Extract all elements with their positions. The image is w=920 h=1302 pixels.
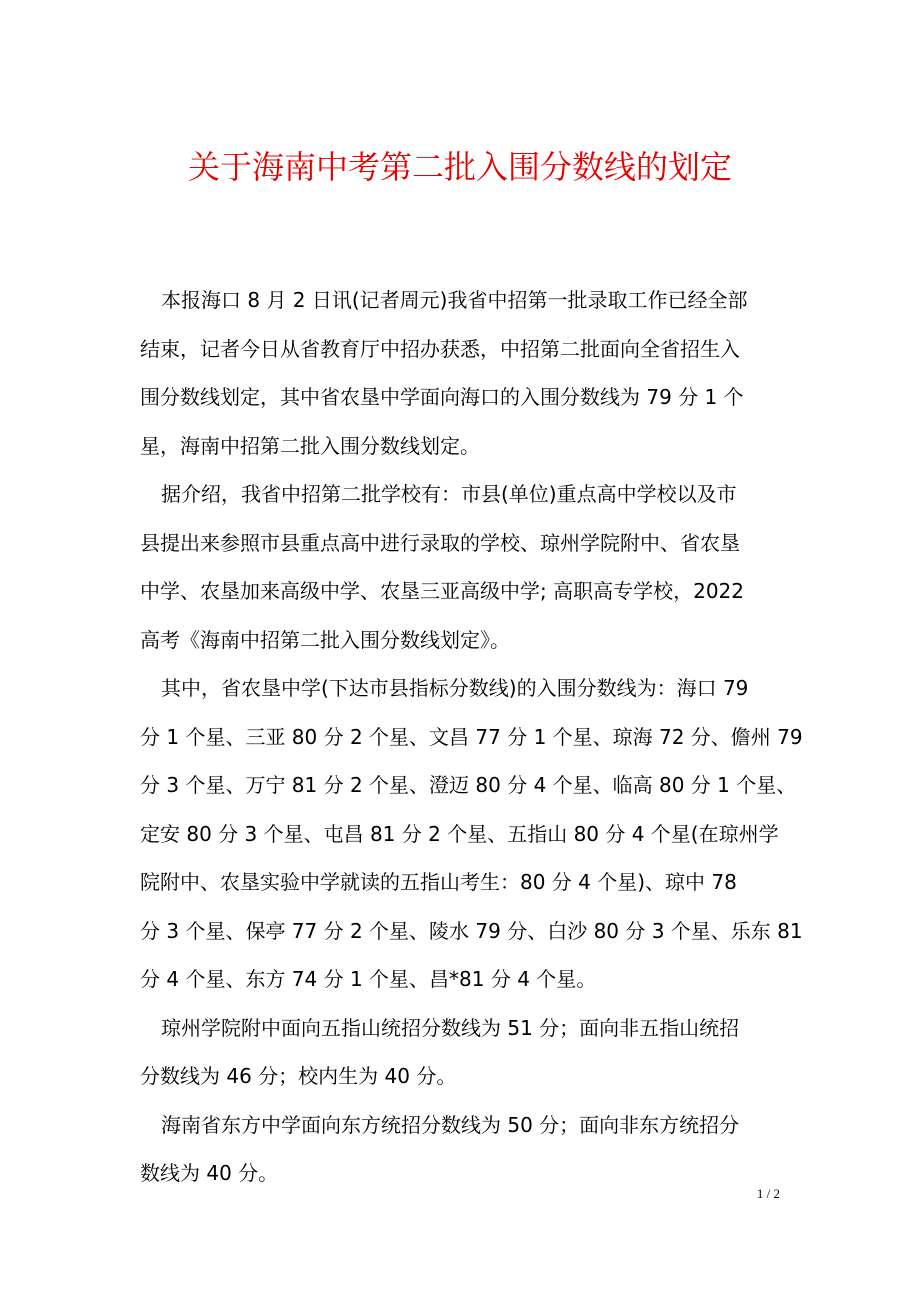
text-line: 围分数线划定，其中省农垦中学面向海口的入围分数线为 79 分 1 个 [140, 385, 744, 409]
text-line: 院附中、农垦实验中学就读的五指山考生：80 分 4 个星)、琼中 78 [140, 870, 737, 894]
text-line: 定安 80 分 3 个星、屯昌 81 分 2 个星、五指山 80 分 4 个星(在琼州学 [140, 821, 779, 846]
text-line: 分 3 个星、万宁 81 分 2 个星、澄迈 80 分 4 个星、临高 80 分 1 个星、 [140, 773, 797, 797]
text-line: 县提出来参照市县重点高中进行录取的学校、琼州学院附中、省农垦 [140, 530, 740, 555]
text-line: 星，海南中招第二批入围分数线划定。 [140, 433, 480, 458]
document-body [140, 276, 803, 1198]
text-line: 其中，省农垦中学(下达市县指标分数线)的入围分数线为：海口 79 [161, 676, 749, 700]
text-line: 结束，记者今日从省教育厅中招办获悉，中招第二批面向全省招生入 [140, 336, 740, 361]
paragraph [140, 470, 795, 664]
page-title: 关于海南中考第二批入围分数线的划定 [187, 148, 732, 186]
text-line: 据介绍，我省中招第二批学校有：市县(单位)重点高中学校以及市 [161, 482, 737, 506]
text-line: 分数线为 46 分；校内生为 40 分。 [140, 1064, 457, 1088]
text-line: 分 1 个星、三亚 80 分 2 个星、文昌 77 分 1 个星、琼海 72 分、儋州 79 [140, 724, 803, 749]
paragraph [140, 1004, 795, 1101]
text-line: 高考《海南中招第二批入围分数线划定》。 [140, 627, 510, 652]
paragraph [140, 1101, 795, 1198]
text-line: 中学、农垦加来高级中学、农垦三亚高级中学; 高职高专学校，2022 [140, 579, 744, 603]
text-line: 分 3 个星、保亭 77 分 2 个星、陵水 79 分、白沙 80 分 3 个星、乐东 81 [140, 918, 803, 943]
page-number: 1 / 2 [756, 1186, 780, 1201]
text-line: 海南省东方中学面向东方统招分数线为 50 分；面向非东方统招分 [161, 1112, 740, 1137]
text-line: 本报海口 8 月 2 日讯(记者周元)我省中招第一批录取工作已经全部 [161, 288, 748, 312]
text-line: 琼州学院附中面向五指山统招分数线为 51 分；面向非五指山统招 [161, 1015, 740, 1040]
paragraph [140, 276, 795, 470]
text-line: 分 4 个星、东方 74 分 1 个星、昌*81 分 4 个星。 [140, 967, 597, 991]
paragraph [140, 664, 803, 1004]
text-line: 数线为 40 分。 [140, 1161, 279, 1185]
